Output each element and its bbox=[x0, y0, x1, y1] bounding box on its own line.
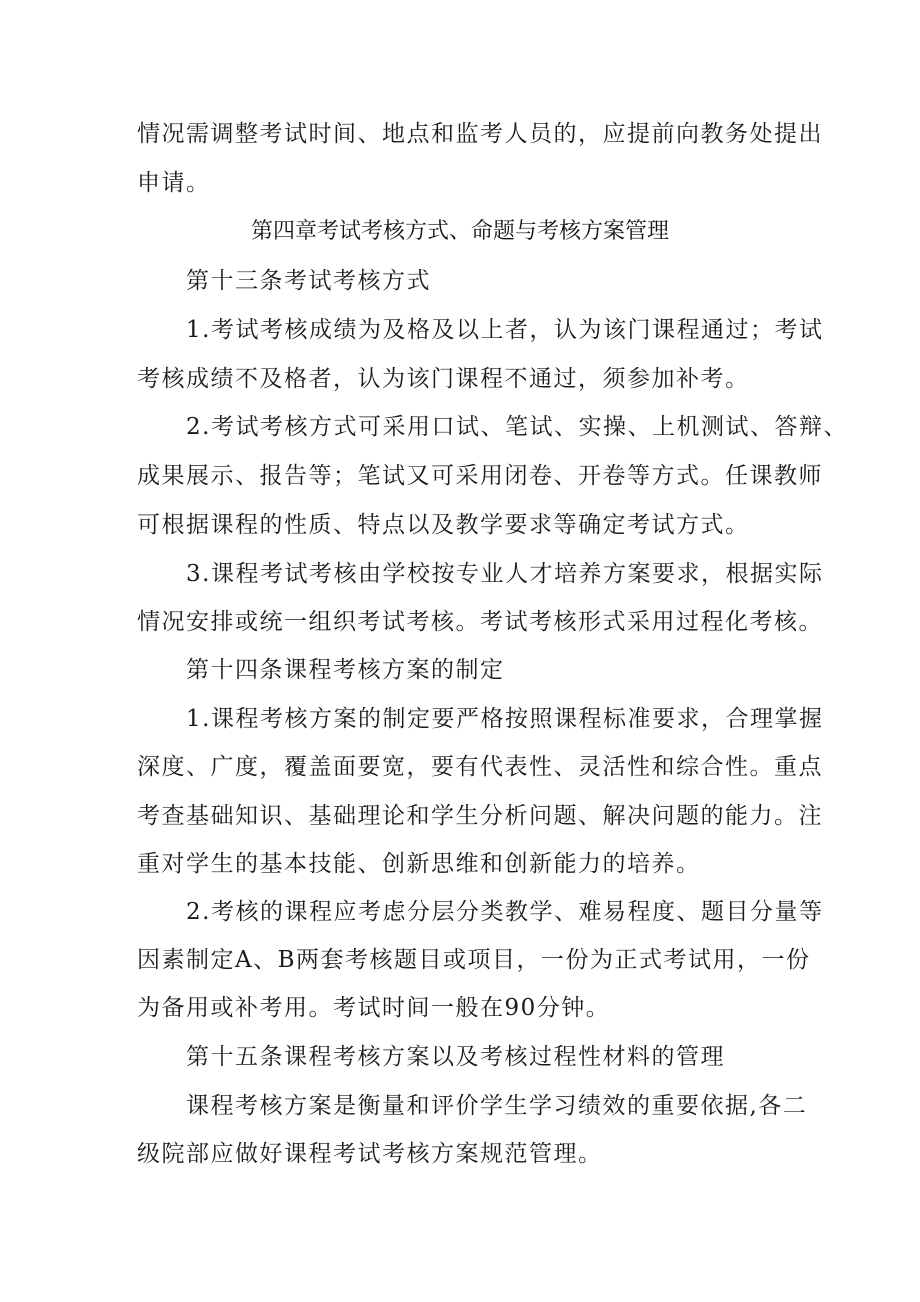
paragraph-line: 级院部应做好课程考试考核方案规范管理。 bbox=[137, 1141, 603, 1167]
paragraph-line: 考核成绩不及格者，认为该门课程不通过，须参加补考。 bbox=[137, 366, 750, 392]
paragraph-line: 1.课程考核方案的制定要严格按照课程标准要求，合理掌握 bbox=[186, 706, 824, 732]
article-title: 第十五条课程考核方案以及考核过程性材料的管理 bbox=[186, 1044, 725, 1070]
paragraph-line: 为备用或补考用。考试时间一般在90分钟。 bbox=[137, 995, 611, 1021]
paragraph-line: 情况需调整考试时间、地点和监考人员的，应提前向教务处提出 bbox=[137, 121, 823, 147]
article-title: 第十三条考试考核方式 bbox=[186, 268, 431, 294]
paragraph-line: 3.课程考试考核由学校按专业人才培养方案要求，根据实际 bbox=[186, 561, 824, 587]
chapter-heading: 第四章考试考核方式、命题与考核方案管理 bbox=[250, 219, 669, 244]
paragraph-line: 深度、广度，覆盖面要宽，要有代表性、灵活性和综合性。重点 bbox=[137, 754, 823, 780]
paragraph-line: 2.考核的课程应考虑分层分类教学、难易程度、题目分量等 bbox=[186, 899, 824, 925]
paragraph-line: 申请。 bbox=[137, 170, 211, 196]
paragraph-line: 2.考试考核方式可采用口试、笔试、实操、上机测试、答辩、 bbox=[186, 414, 848, 440]
article-title: 第十四条课程考核方案的制定 bbox=[186, 657, 505, 683]
paragraph-line: 可根据课程的性质、特点以及教学要求等确定考试方式。 bbox=[137, 512, 750, 538]
paragraph-line: 课程考核方案是衡量和评价学生学习绩效的重要依据,各二 bbox=[186, 1093, 808, 1119]
paragraph-line: 成果展示、报告等；笔试又可采用闭卷、开卷等方式。任课教师 bbox=[137, 463, 823, 489]
paragraph-line: 情况安排或统一组织考试考核。考试考核形式采用过程化考核。 bbox=[137, 609, 823, 635]
paragraph-line: 重对学生的基本技能、创新思维和创新能力的培养。 bbox=[137, 851, 701, 877]
paragraph-line: 考查基础知识、基础理论和学生分析问题、解决问题的能力。注 bbox=[137, 803, 823, 829]
paragraph-line: 因素制定A、B两套考核题目或项目，一份为正式考试用，一份 bbox=[137, 947, 811, 973]
paragraph-line: 1.考试考核成绩为及格及以上者，认为该门课程通过；考试 bbox=[186, 317, 824, 343]
